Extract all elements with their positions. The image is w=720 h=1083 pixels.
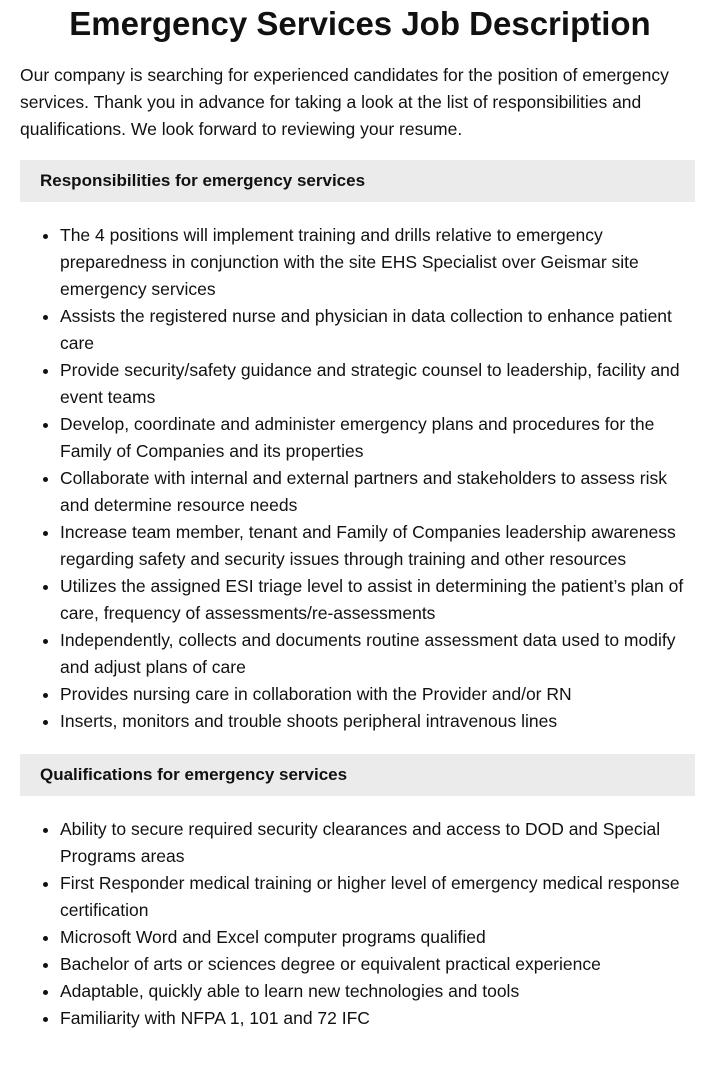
list-item: • Microsoft Word and Excel computer programs qualified — [60, 924, 695, 951]
list-item: • Provides nursing care in collaboration with the Provider and/or RN — [60, 681, 695, 708]
list-item: • Bachelor of arts or sciences degree or equivalent practical experience — [60, 951, 695, 978]
qualifications-list — [20, 816, 695, 1032]
list-item: • Collaborate with internal and external partners and stakeholders to assess risk and determine resource needs — [60, 465, 695, 519]
list-item: • Familiarity with NFPA 1, 101 and 72 IFC — [60, 1005, 695, 1032]
list-item: • Ability to secure required security clearances and access to DOD and Special Programs areas — [60, 816, 695, 870]
list-item: • Assists the registered nurse and physician in data collection to enhance patient care — [60, 303, 695, 357]
list-item: • Inserts, monitors and trouble shoots peripheral intravenous lines — [60, 708, 695, 735]
list-item: • Adaptable, quickly able to learn new technologies and tools — [60, 978, 695, 1005]
list-item: • Develop, coordinate and administer emergency plans and procedures for the Family of Companies and its properties — [60, 411, 695, 465]
list-item: • Provide security/safety guidance and strategic counsel to leadership, facility and event teams — [60, 357, 695, 411]
intro-text: Our company is searching for experienced candidates for the position of emergency services. Thank you in advance for taking a look at the list of responsibilities and qualifications. We look forward to reviewing your resume. — [20, 65, 669, 139]
list-item: • Utilizes the assigned ESI triage level to assist in determining the patient’s plan of care, frequency of assessments/re-assessments — [60, 573, 695, 627]
list-item: • Independently, collects and documents routine assessment data used to modify and adjust plans of care — [60, 627, 695, 681]
list-item: • Increase team member, tenant and Family of Companies leadership awareness regarding safety and security issues through training and other resources — [60, 519, 695, 573]
page-title: Emergency Services Job Description — [69, 5, 651, 42]
qualifications-heading: Qualifications for emergency services — [20, 754, 695, 796]
responsibilities-list — [20, 222, 695, 735]
list-item: • The 4 positions will implement training and drills relative to emergency preparedness in conjunction with the site EHS Specialist over Geismar site emergency services — [60, 222, 695, 303]
list-item: • First Responder medical training or higher level of emergency medical response certification — [60, 870, 695, 924]
responsibilities-heading: Responsibilities for emergency services — [20, 160, 695, 202]
